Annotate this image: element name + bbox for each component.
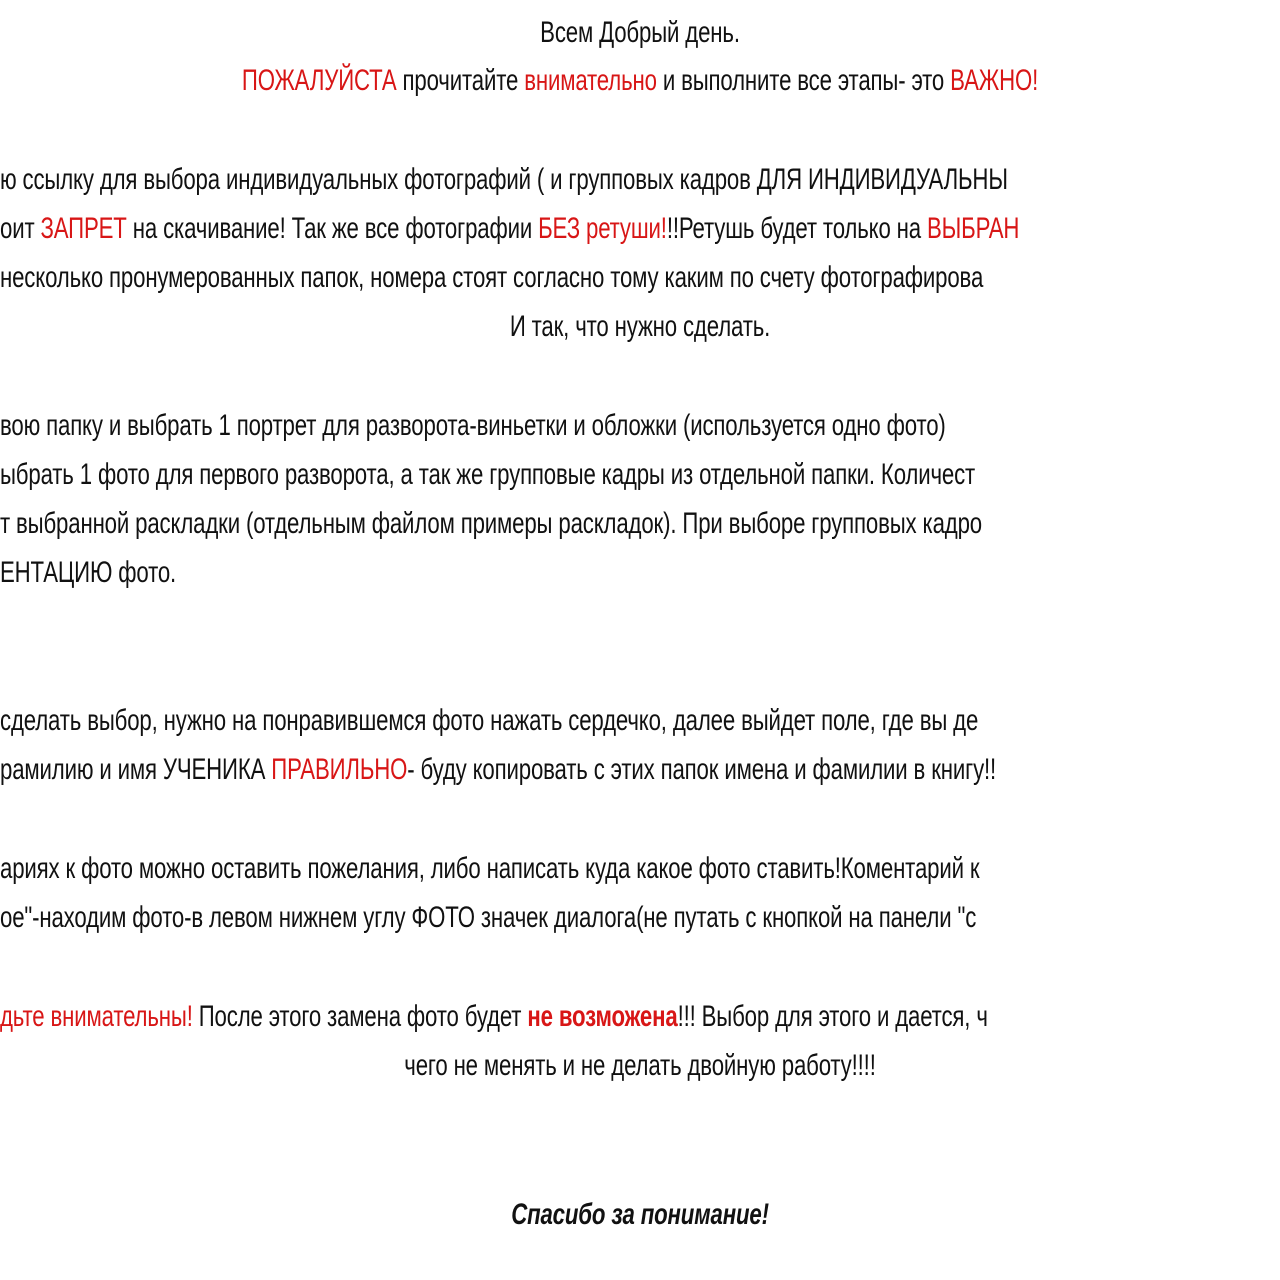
greeting-text: Всем Добрый день. [540,16,740,49]
p2-line-3-text: т выбранной раскладки (отдельным файлом примеры раскладок). При выборе групповых кадро [0,507,982,540]
p1-line-4 [510,304,770,350]
p2-line-2 [0,452,1280,498]
p4-line-2-text: ое"-находим фото-в левом нижнем углу ФОТО значек диалога(не путать с кнопкой на панели "с [0,901,977,934]
p2-line-4-text: ЕНТАЦИЮ фото. [0,556,177,589]
p1-line-1-text: ю ссылку для выбора индивидуальных фотографий ( и групповых кадров ДЛЯ ИНДИВИДУАЛЬНЫ [0,163,1008,196]
p3-line-1 [0,698,1280,744]
p3-line-2-wrap [0,747,996,793]
p5-line-2-text: чего не менять и не делать двойную работу!!!! [404,1049,876,1082]
p4-line-2 [0,895,1280,941]
p5-line-1-a: После этого замена фото будет [192,1000,528,1033]
p2-line-2-text: ыбрать 1 фото для первого разворота, а так же групповые кадры из отдельной папки. Количест [0,458,976,491]
p1-line-2-c: !!Ретушь будет только на [666,212,928,245]
p5-line-1-wrap [0,994,988,1040]
p3-line-2-a: рамилию и имя УЧЕНИКА [0,753,272,786]
p5-emphasis-not-possible: не возможена [527,1000,678,1033]
p2-line-1 [0,403,1280,449]
p2-line-1-text: вою папку и выбрать 1 портрет для разворота-виньетки и обложки (используется одно фото) [0,409,946,442]
p1-line-3-text: несколько пронумерованных папок, номера стоят согласно тому каким по счету фотографирова [0,261,984,294]
p1-line-2-wrap [0,206,1019,252]
p3-line-1-text: сделать выбор, нужно на понравившемся фото нажать сердечко, далее выйдет поле, где вы де [0,704,979,737]
p1-emphasis-selected: ВЫБРАН [927,212,1020,245]
closing-line [511,1192,769,1238]
p1-emphasis-no-retouch: БЕЗ ретуши! [538,212,667,245]
p1-line-2-b: на скачивание! Так же все фотографии [126,212,539,245]
p3-line-2 [0,747,1280,793]
intro-text-1: прочитайте [396,64,525,97]
p1-line-2-a: оит [0,212,41,245]
intro-text-2: и выполните все этапы- это [656,64,951,97]
p1-line-2 [0,206,1280,252]
p4-line-1-text: ариях к фото можно оставить пожелания, либо написать куда какое фото ставить!Коментарий к [0,852,980,885]
p1-line-1 [0,157,1280,203]
greeting-line [540,10,740,56]
p3-line-2-b: - буду копировать с этих папок имена и фамилии в книгу!! [407,753,997,786]
p2-line-4 [0,550,1280,596]
intro-line [242,58,1038,104]
intro-emphasis-important: ВАЖНО! [950,64,1039,97]
p3-emphasis-correctly: ПРАВИЛЬНО [271,753,408,786]
p5-line-1 [0,994,1280,1040]
p5-emphasis-be-careful: дьте внимательны! [0,1000,193,1033]
closing-text: Спасибо за понимание! [511,1198,769,1231]
p1-line-3 [0,255,1280,301]
p1-emphasis-ban: ЗАПРЕТ [40,212,127,245]
p1-line-4-text: И так, что нужно сделать. [509,310,771,343]
p4-line-1 [0,846,1280,892]
intro-emphasis-please: ПОЖАЛУЙСТА [241,64,397,97]
p2-line-3 [0,501,1280,547]
intro-emphasis-carefully: внимательно [524,64,657,97]
p5-line-1-b: !!! Выбор для этого и дается, ч [677,1000,988,1033]
p5-line-2 [404,1043,875,1089]
